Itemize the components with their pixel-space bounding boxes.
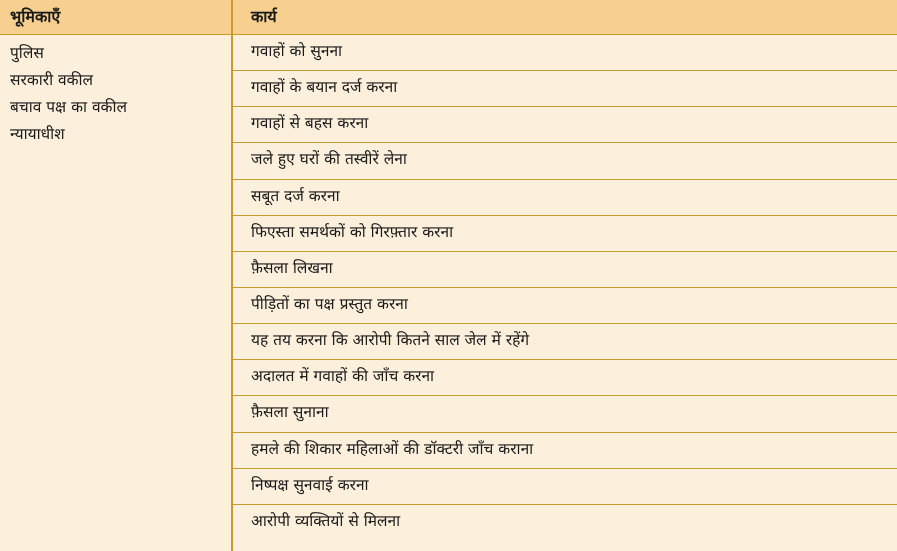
task-row: गवाहों को सुनना	[233, 35, 897, 71]
role-item: सरकारी वकील	[10, 71, 94, 89]
task-row: अदालत में गवाहों की जाँच करना	[233, 360, 897, 396]
task-row: गवाहों से बहस करना	[233, 107, 897, 143]
task-row: फिएस्ता समर्थकों को गिरफ़्तार करना	[233, 216, 897, 252]
task-row: फ़ैसला लिखना	[233, 252, 897, 288]
task-row: सबूत दर्ज करना	[233, 180, 897, 216]
task-row: पीड़ितों का पक्ष प्रस्तुत करना	[233, 288, 897, 324]
role-item: बचाव पक्ष का वकील	[10, 98, 127, 116]
task-row: हमले की शिकार महिलाओं की डॉक्टरी जाँच कराना	[233, 433, 897, 469]
table-header	[0, 0, 897, 35]
task-row: फ़ैसला सुनाना	[233, 396, 897, 432]
role-item: न्यायाधीश	[10, 125, 65, 143]
roles-list	[10, 40, 127, 148]
header-roles: भूमिकाएँ	[10, 7, 61, 26]
task-row: जले हुए घरों की तस्वीरें लेना	[233, 143, 897, 179]
header-tasks: कार्य	[251, 7, 277, 26]
task-row: यह तय करना कि आरोपी कितने साल जेल में रहेंगे	[233, 324, 897, 360]
task-row: निष्पक्ष सुनवाई करना	[233, 469, 897, 505]
task-row: आरोपी व्यक्तियों से मिलना	[251, 511, 401, 530]
role-item: पुलिस	[10, 44, 44, 62]
task-row: गवाहों के बयान दर्ज करना	[233, 71, 897, 107]
tasks-list	[233, 35, 897, 541]
